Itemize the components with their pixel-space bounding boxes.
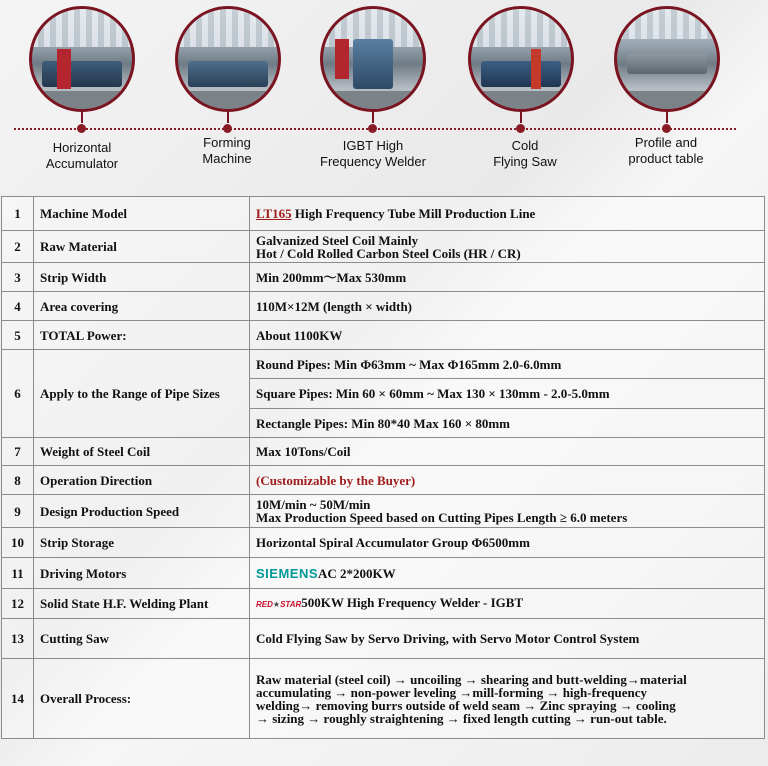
station-caption-accumulator: Horizontal Accumulator [45,140,119,171]
row-value: Raw material (steel coil) → uncoiling → shearing and butt-welding→material accumulating → non-power leveling →mill-forming → high-frequency welding→ removing burrs outside of weld seam → Zinc spraying → cooling → sizing → roughly straightening → fixed length cutting → run-out table. [250,659,765,739]
row-number: 1 [2,197,34,231]
row-value: About 1100KW [250,321,765,350]
row-value: LT165 High Frequency Tube Mill Production Line [250,197,765,231]
redstar-logo-icon: RED★STAR [256,600,302,609]
row-number: 10 [2,528,34,558]
timeline-dot [223,124,232,133]
station-caption-saw: Cold Flying Saw [493,138,557,169]
row-label: Driving Motors [34,558,250,589]
table-row [2,495,765,528]
table-row [2,528,765,558]
row-label: Strip Width [34,263,250,292]
pipe-size-rectangle: Rectangle Pipes: Min 80*40 Max 160 × 80mm [250,409,765,438]
row-number: 11 [2,558,34,589]
timeline-dot [77,124,86,133]
spec-table [1,196,765,739]
row-number: 14 [2,659,34,739]
row-value: SIEMENSAC 2*200KW [250,558,765,589]
row-label: Overall Process: [34,659,250,739]
row-value: 110M×12M (length × width) [250,292,765,321]
row-label: TOTAL Power: [34,321,250,350]
row-value: Horizontal Spiral Accumulator Group Φ6500mm [250,528,765,558]
table-row [2,438,765,466]
table-row [2,350,765,379]
table-row [2,659,765,739]
station-caption-welder: IGBT High Frequency Welder [320,138,426,169]
table-row [2,558,765,589]
row-label: Area covering [34,292,250,321]
forming-machine-photo-icon [175,6,281,112]
row-label: Operation Direction [34,466,250,495]
row-value: Galvanized Steel Coil Mainly Hot / Cold Rolled Carbon Steel Coils (HR / CR) [250,231,765,263]
row-number: 8 [2,466,34,495]
row-number: 4 [2,292,34,321]
table-row [2,231,765,263]
row-value: (Customizable by the Buyer) [250,466,765,495]
row-label: Design Production Speed [34,495,250,528]
row-number: 13 [2,619,34,659]
row-value: Cold Flying Saw by Servo Driving, with Servo Motor Control System [250,619,765,659]
row-value: RED★STAR500KW High Frequency Welder - IGBT [250,589,765,619]
timeline-dot [516,124,525,133]
table-row [2,263,765,292]
accumulator-photo-icon [29,6,135,112]
row-label: Cutting Saw [34,619,250,659]
row-number: 3 [2,263,34,292]
timeline-dot [662,124,671,133]
row-number: 9 [2,495,34,528]
row-number: 12 [2,589,34,619]
row-number: 7 [2,438,34,466]
table-row [2,466,765,495]
model-code: LT165 [256,206,292,221]
table-row [2,589,765,619]
row-label: Raw Material [34,231,250,263]
row-number: 2 [2,231,34,263]
row-value: Max 10Tons/Coil [250,438,765,466]
row-label: Solid State H.F. Welding Plant [34,589,250,619]
station-caption-forming: Forming Machine [202,135,252,166]
row-number: 6 [2,350,34,438]
flying-saw-photo-icon [468,6,574,112]
row-label: Weight of Steel Coil [34,438,250,466]
table-row [2,321,765,350]
pipe-size-square: Square Pipes: Min 60 × 60mm ~ Max 130 × 130mm - 2.0-5.0mm [250,379,765,409]
process-station-header [0,0,768,192]
table-row [2,197,765,231]
welder-photo-icon [320,6,426,112]
pipe-size-round: Round Pipes: Min Φ63mm ~ Max Φ165mm 2.0-6.0mm [250,350,765,379]
product-table-photo-icon [614,6,720,112]
row-label: Strip Storage [34,528,250,558]
row-value: Min 200mm～Max 530mm [250,263,765,292]
timeline-dot [368,124,377,133]
row-number: 5 [2,321,34,350]
table-row [2,292,765,321]
station-caption-product-table: Profile and product table [628,135,704,166]
siemens-logo-icon: SIEMENS [256,565,319,581]
table-row [2,619,765,659]
row-label: Apply to the Range of Pipe Sizes [34,350,250,438]
row-value: 10M/min ~ 50M/min Max Production Speed based on Cutting Pipes Length ≥ 6.0 meters [250,495,765,528]
row-label: Machine Model [34,197,250,231]
